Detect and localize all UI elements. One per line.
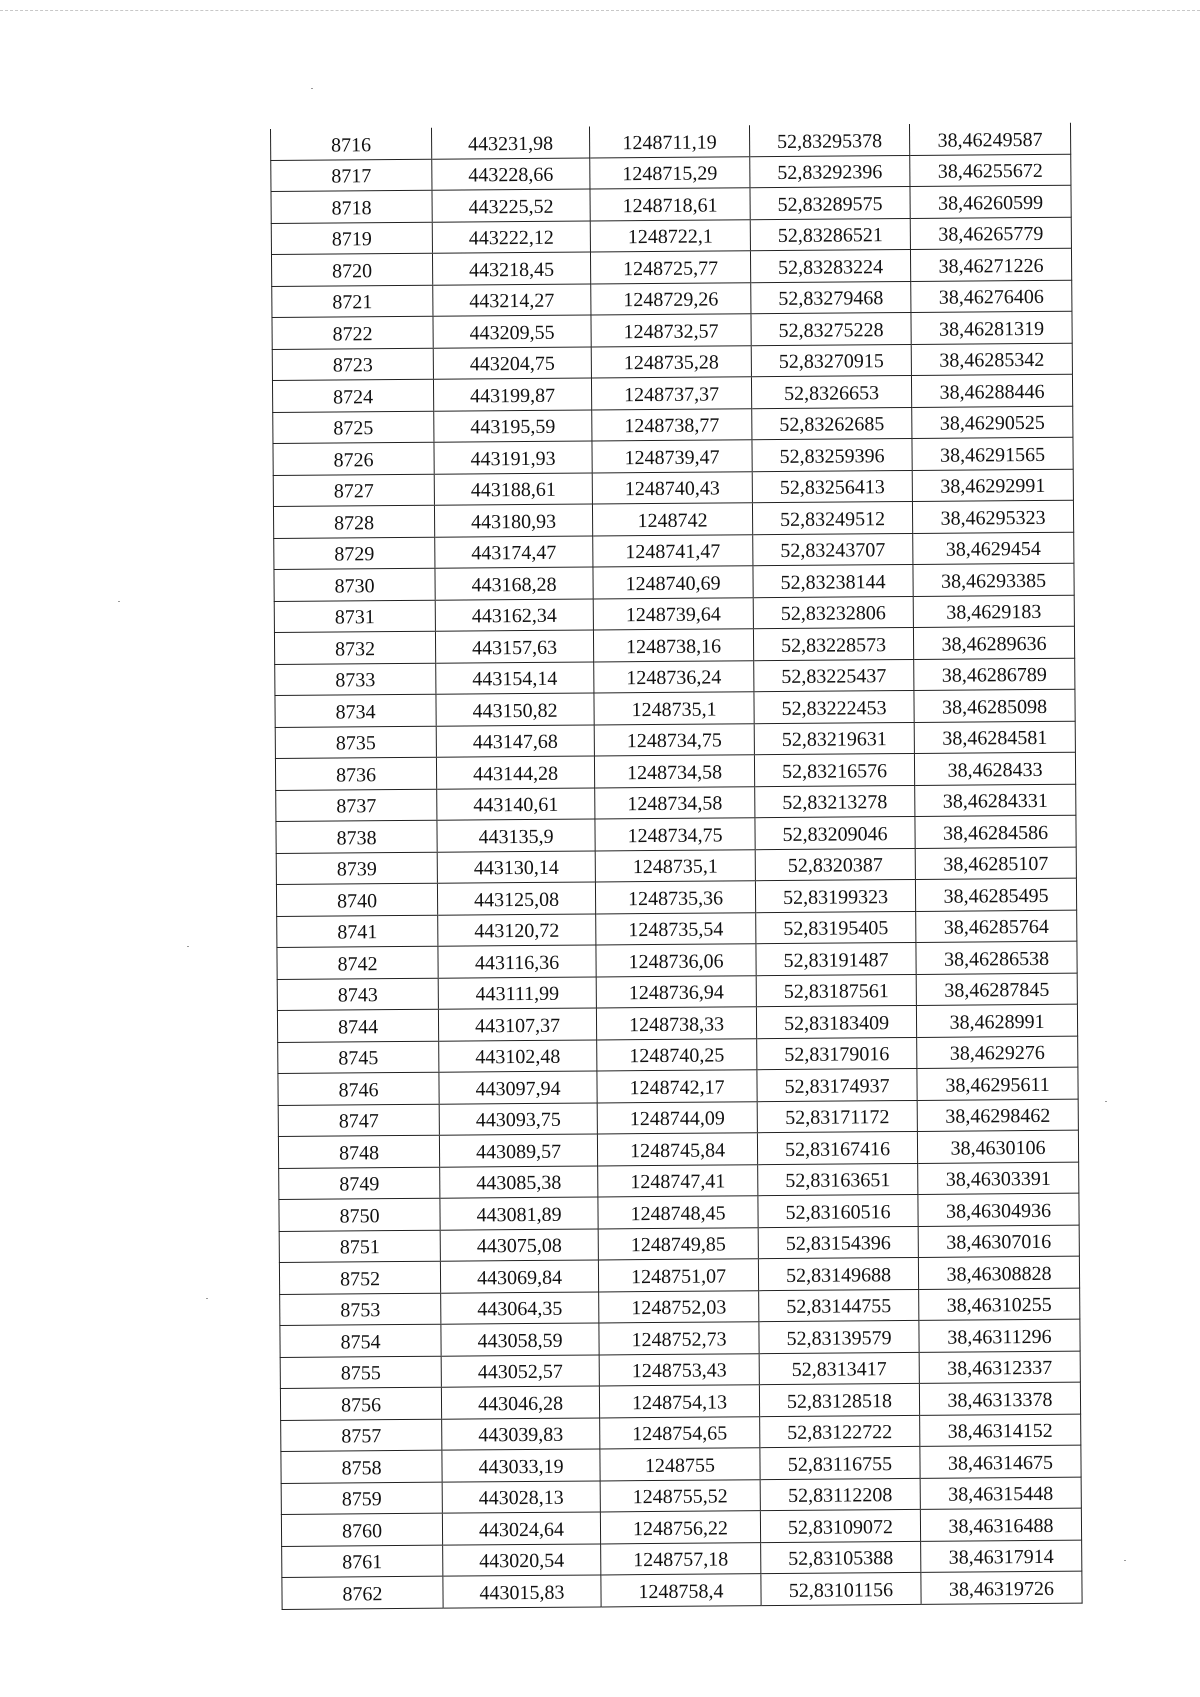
y-coordinate-cell: 1248742 <box>592 503 752 536</box>
longitude-cell: 38,46304936 <box>918 1193 1079 1226</box>
point-number-cell: 8751 <box>279 1230 440 1263</box>
point-number-cell: 8726 <box>273 442 434 475</box>
y-coordinate-cell: 1248735,36 <box>595 881 755 914</box>
x-coordinate-cell: 443020,54 <box>443 1543 601 1576</box>
longitude-cell: 38,4629454 <box>913 532 1074 565</box>
y-coordinate-cell: 1248754,13 <box>599 1385 759 1418</box>
longitude-cell: 38,46290525 <box>912 406 1073 439</box>
latitude-cell: 52,83262685 <box>752 407 912 440</box>
y-coordinate-cell: 1248739,64 <box>593 597 753 630</box>
coordinates-table <box>270 123 1083 1610</box>
latitude-cell: 52,8313417 <box>759 1352 919 1385</box>
latitude-cell: 52,83283224 <box>750 249 910 282</box>
latitude-cell: 52,83122722 <box>760 1415 920 1448</box>
latitude-cell: 52,83243707 <box>753 533 913 566</box>
y-coordinate-cell: 1248757,18 <box>601 1542 761 1575</box>
x-coordinate-cell: 443015,83 <box>443 1575 601 1608</box>
y-coordinate-cell: 1248753,43 <box>599 1353 759 1386</box>
y-coordinate-cell: 1248755,52 <box>600 1479 760 1512</box>
x-coordinate-cell: 443228,66 <box>432 157 590 190</box>
y-coordinate-cell: 1248742,17 <box>597 1070 757 1103</box>
x-coordinate-cell: 443069,84 <box>440 1260 598 1293</box>
y-coordinate-cell: 1248711,19 <box>589 125 749 157</box>
latitude-cell: 52,83219631 <box>754 722 914 755</box>
longitude-cell: 38,46285342 <box>911 343 1072 376</box>
longitude-cell: 38,46314675 <box>920 1445 1081 1478</box>
longitude-cell: 38,46284331 <box>915 784 1076 817</box>
x-coordinate-cell: 443116,36 <box>438 945 596 978</box>
latitude-cell: 52,83171172 <box>757 1100 917 1133</box>
y-coordinate-cell: 1248755 <box>600 1448 760 1481</box>
y-coordinate-cell: 1248745,84 <box>597 1133 757 1166</box>
latitude-cell: 52,83167416 <box>757 1131 917 1164</box>
point-number-cell: 8725 <box>273 411 434 444</box>
longitude-cell: 38,46293385 <box>913 563 1074 596</box>
point-number-cell: 8745 <box>278 1041 439 1074</box>
y-coordinate-cell: 1248734,75 <box>595 818 755 851</box>
x-coordinate-cell: 443107,37 <box>438 1008 596 1041</box>
latitude-cell: 52,8320387 <box>755 848 915 881</box>
y-coordinate-cell: 1248725,77 <box>590 251 750 284</box>
latitude-cell: 52,83209046 <box>755 816 915 849</box>
x-coordinate-cell: 443180,93 <box>434 504 592 537</box>
point-number-cell: 8723 <box>272 348 433 381</box>
latitude-cell: 52,83249512 <box>752 501 912 534</box>
y-coordinate-cell: 1248734,75 <box>594 723 754 756</box>
point-number-cell: 8753 <box>280 1293 441 1326</box>
longitude-cell: 38,46265779 <box>910 217 1071 250</box>
y-coordinate-cell: 1248738,77 <box>592 408 752 441</box>
y-coordinate-cell: 1248758,4 <box>601 1574 761 1607</box>
y-coordinate-cell: 1248740,43 <box>592 471 752 504</box>
latitude-cell: 52,83191487 <box>756 942 916 975</box>
point-number-cell: 8747 <box>278 1104 439 1137</box>
coordinates-table-body <box>270 123 1082 1609</box>
longitude-cell: 38,46312337 <box>919 1351 1080 1384</box>
x-coordinate-cell: 443024,64 <box>442 1512 600 1545</box>
point-number-cell: 8759 <box>281 1482 442 1515</box>
latitude-cell: 52,83105388 <box>761 1541 921 1574</box>
point-number-cell: 8727 <box>273 474 434 507</box>
latitude-cell: 52,83286521 <box>750 218 910 251</box>
scan-speck <box>1105 1101 1107 1102</box>
latitude-cell: 52,83163651 <box>758 1163 918 1196</box>
latitude-cell: 52,83112208 <box>760 1478 920 1511</box>
x-coordinate-cell: 443174,47 <box>435 535 593 568</box>
point-number-cell: 8717 <box>271 159 432 192</box>
x-coordinate-cell: 443039,83 <box>442 1417 600 1450</box>
longitude-cell: 38,46260599 <box>910 185 1071 218</box>
y-coordinate-cell: 1248736,24 <box>594 660 754 693</box>
x-coordinate-cell: 443204,75 <box>433 346 591 379</box>
point-number-cell: 8740 <box>276 883 437 916</box>
longitude-cell: 38,46281319 <box>911 311 1072 344</box>
x-coordinate-cell: 443064,35 <box>441 1291 599 1324</box>
point-number-cell: 8761 <box>282 1545 443 1578</box>
x-coordinate-cell: 443168,28 <box>435 567 593 600</box>
y-coordinate-cell: 1248735,28 <box>591 345 751 378</box>
x-coordinate-cell: 443140,61 <box>437 787 595 820</box>
y-coordinate-cell: 1248734,58 <box>594 755 754 788</box>
longitude-cell: 38,46307016 <box>918 1225 1079 1258</box>
longitude-cell: 38,46285495 <box>915 878 1076 911</box>
point-number-cell: 8720 <box>271 253 432 286</box>
point-number-cell: 8742 <box>277 946 438 979</box>
x-coordinate-cell: 443209,55 <box>433 315 591 348</box>
latitude-cell: 52,83101156 <box>761 1572 921 1605</box>
point-number-cell: 8743 <box>277 978 438 1011</box>
point-number-cell: 8724 <box>272 379 433 412</box>
latitude-cell: 52,83275228 <box>751 312 911 345</box>
point-number-cell: 8746 <box>278 1072 439 1105</box>
point-number-cell: 8735 <box>275 726 436 759</box>
latitude-cell: 52,83228573 <box>753 627 913 660</box>
longitude-cell: 38,46291565 <box>912 437 1073 470</box>
y-coordinate-cell: 1248744,09 <box>597 1101 757 1134</box>
y-coordinate-cell: 1248756,22 <box>600 1511 760 1544</box>
longitude-cell: 38,46317914 <box>921 1540 1082 1573</box>
x-coordinate-cell: 443125,08 <box>437 882 595 915</box>
point-number-cell: 8734 <box>275 694 436 727</box>
point-number-cell: 8750 <box>279 1198 440 1231</box>
x-coordinate-cell: 443195,59 <box>434 409 592 442</box>
point-number-cell: 8756 <box>280 1387 441 1420</box>
longitude-cell: 38,46285107 <box>915 847 1076 880</box>
x-coordinate-cell: 443111,99 <box>438 976 596 1009</box>
latitude-cell: 52,83149688 <box>758 1257 918 1290</box>
y-coordinate-cell: 1248718,61 <box>590 188 750 221</box>
latitude-cell: 52,83116755 <box>760 1446 920 1479</box>
y-coordinate-cell: 1248735,1 <box>595 849 755 882</box>
longitude-cell: 38,46289636 <box>913 626 1074 659</box>
longitude-cell: 38,46316488 <box>920 1508 1081 1541</box>
x-coordinate-cell: 443075,08 <box>440 1228 598 1261</box>
latitude-cell: 52,83216576 <box>754 753 914 786</box>
y-coordinate-cell: 1248735,54 <box>596 912 756 945</box>
x-coordinate-cell: 443093,75 <box>439 1102 597 1135</box>
point-number-cell: 8718 <box>271 190 432 223</box>
x-coordinate-cell: 443089,57 <box>439 1134 597 1167</box>
longitude-cell: 38,46285098 <box>914 689 1075 722</box>
point-number-cell: 8729 <box>274 537 435 570</box>
point-number-cell: 8752 <box>279 1261 440 1294</box>
longitude-cell: 38,46292991 <box>912 469 1073 502</box>
y-coordinate-cell: 1248736,06 <box>596 944 756 977</box>
point-number-cell: 8731 <box>274 600 435 633</box>
longitude-cell: 38,46284581 <box>914 721 1075 754</box>
longitude-cell: 38,46303391 <box>918 1162 1079 1195</box>
y-coordinate-cell: 1248722,1 <box>590 219 750 252</box>
x-coordinate-cell: 443214,27 <box>433 283 591 316</box>
x-coordinate-cell: 443033,19 <box>442 1449 600 1482</box>
point-number-cell: 8732 <box>274 631 435 664</box>
x-coordinate-cell: 443097,94 <box>439 1071 597 1104</box>
x-coordinate-cell: 443102,48 <box>439 1039 597 1072</box>
y-coordinate-cell: 1248752,03 <box>599 1290 759 1323</box>
point-number-cell: 8749 <box>279 1167 440 1200</box>
longitude-cell: 38,46314152 <box>920 1414 1081 1447</box>
y-coordinate-cell: 1248738,33 <box>596 1007 756 1040</box>
y-coordinate-cell: 1248751,07 <box>598 1259 758 1292</box>
longitude-cell: 38,46255672 <box>910 154 1071 187</box>
y-coordinate-cell: 1248736,94 <box>596 975 756 1008</box>
x-coordinate-cell: 443218,45 <box>432 252 590 285</box>
scan-top-edge <box>0 10 1200 11</box>
longitude-cell: 38,46311296 <box>919 1319 1080 1352</box>
latitude-cell: 52,83259396 <box>752 438 912 471</box>
longitude-cell: 38,4630106 <box>917 1130 1078 1163</box>
latitude-cell: 52,83232806 <box>753 596 913 629</box>
point-number-cell: 8758 <box>281 1450 442 1483</box>
longitude-cell: 38,46295611 <box>917 1067 1078 1100</box>
point-number-cell: 8716 <box>270 128 431 160</box>
x-coordinate-cell: 443130,14 <box>437 850 595 883</box>
longitude-cell: 38,46313378 <box>919 1382 1080 1415</box>
y-coordinate-cell: 1248747,41 <box>598 1164 758 1197</box>
longitude-cell: 38,46285764 <box>916 910 1077 943</box>
y-coordinate-cell: 1248729,26 <box>591 282 751 315</box>
latitude-cell: 52,83128518 <box>759 1383 919 1416</box>
point-number-cell: 8755 <box>280 1356 441 1389</box>
point-number-cell: 8762 <box>282 1576 443 1609</box>
y-coordinate-cell: 1248715,29 <box>590 156 750 189</box>
longitude-cell: 38,46308828 <box>918 1256 1079 1289</box>
latitude-cell: 52,83144755 <box>759 1289 919 1322</box>
longitude-cell: 38,46298462 <box>917 1099 1078 1132</box>
x-coordinate-cell: 443058,59 <box>441 1323 599 1356</box>
longitude-cell: 38,46287845 <box>916 973 1077 1006</box>
latitude-cell: 52,83289575 <box>750 186 910 219</box>
x-coordinate-cell: 443222,12 <box>432 220 590 253</box>
y-coordinate-cell: 1248741,47 <box>593 534 753 567</box>
latitude-cell: 52,83199323 <box>755 879 915 912</box>
scan-speck <box>118 601 120 602</box>
longitude-cell: 38,46276406 <box>911 280 1072 313</box>
y-coordinate-cell: 1248734,58 <box>595 786 755 819</box>
y-coordinate-cell: 1248754,65 <box>600 1416 760 1449</box>
x-coordinate-cell: 443225,52 <box>432 189 590 222</box>
longitude-cell: 38,46286789 <box>914 658 1075 691</box>
y-coordinate-cell: 1248738,16 <box>593 629 753 662</box>
x-coordinate-cell: 443085,38 <box>440 1165 598 1198</box>
latitude-cell: 52,83179016 <box>757 1037 917 1070</box>
scan-speck <box>206 1298 208 1299</box>
x-coordinate-cell: 443052,57 <box>441 1354 599 1387</box>
longitude-cell: 38,46295323 <box>912 500 1073 533</box>
latitude-cell: 52,83295378 <box>749 124 909 156</box>
point-number-cell: 8736 <box>275 757 436 790</box>
x-coordinate-cell: 443231,98 <box>431 126 589 158</box>
point-number-cell: 8739 <box>276 852 437 885</box>
point-number-cell: 8748 <box>278 1135 439 1168</box>
x-coordinate-cell: 443162,34 <box>435 598 593 631</box>
latitude-cell: 52,83270915 <box>751 344 911 377</box>
x-coordinate-cell: 443154,14 <box>436 661 594 694</box>
y-coordinate-cell: 1248735,1 <box>594 692 754 725</box>
latitude-cell: 52,83139579 <box>759 1320 919 1353</box>
point-number-cell: 8737 <box>276 789 437 822</box>
y-coordinate-cell: 1248739,47 <box>592 440 752 473</box>
scan-speck <box>1124 1560 1126 1561</box>
point-number-cell: 8728 <box>273 505 434 538</box>
x-coordinate-cell: 443081,89 <box>440 1197 598 1230</box>
longitude-cell: 38,46315448 <box>920 1477 1081 1510</box>
longitude-cell: 38,46319726 <box>921 1571 1082 1604</box>
y-coordinate-cell: 1248748,45 <box>598 1196 758 1229</box>
latitude-cell: 52,83109072 <box>760 1509 920 1542</box>
point-number-cell: 8733 <box>275 663 436 696</box>
latitude-cell: 52,83225437 <box>754 659 914 692</box>
point-number-cell: 8730 <box>274 568 435 601</box>
x-coordinate-cell: 443046,28 <box>441 1386 599 1419</box>
point-number-cell: 8754 <box>280 1324 441 1357</box>
table-row <box>282 1571 1082 1609</box>
point-number-cell: 8722 <box>272 316 433 349</box>
latitude-cell: 52,83292396 <box>750 155 910 188</box>
longitude-cell: 38,46286538 <box>916 941 1077 974</box>
x-coordinate-cell: 443120,72 <box>438 913 596 946</box>
point-number-cell: 8738 <box>276 820 437 853</box>
scan-speck <box>311 88 313 89</box>
latitude-cell: 52,83213278 <box>755 785 915 818</box>
y-coordinate-cell: 1248749,85 <box>598 1227 758 1260</box>
y-coordinate-cell: 1248737,37 <box>591 377 751 410</box>
y-coordinate-cell: 1248732,57 <box>591 314 751 347</box>
longitude-cell: 38,46288446 <box>911 374 1072 407</box>
latitude-cell: 52,83238144 <box>753 564 913 597</box>
scan-speck <box>187 946 189 947</box>
longitude-cell: 38,4628433 <box>914 752 1075 785</box>
x-coordinate-cell: 443150,82 <box>436 693 594 726</box>
x-coordinate-cell: 443147,68 <box>436 724 594 757</box>
longitude-cell: 38,4629276 <box>917 1036 1078 1069</box>
x-coordinate-cell: 443188,61 <box>434 472 592 505</box>
latitude-cell: 52,83183409 <box>756 1005 916 1038</box>
y-coordinate-cell: 1248740,25 <box>597 1038 757 1071</box>
y-coordinate-cell: 1248752,73 <box>599 1322 759 1355</box>
x-coordinate-cell: 443028,13 <box>442 1480 600 1513</box>
x-coordinate-cell: 443157,63 <box>435 630 593 663</box>
latitude-cell: 52,8326653 <box>751 375 911 408</box>
x-coordinate-cell: 443135,9 <box>437 819 595 852</box>
point-number-cell: 8757 <box>281 1419 442 1452</box>
latitude-cell: 52,83187561 <box>756 974 916 1007</box>
longitude-cell: 38,4629183 <box>913 595 1074 628</box>
latitude-cell: 52,83160516 <box>758 1194 918 1227</box>
longitude-cell: 38,46249587 <box>909 123 1070 155</box>
latitude-cell: 52,83256413 <box>752 470 912 503</box>
x-coordinate-cell: 443144,28 <box>436 756 594 789</box>
point-number-cell: 8741 <box>277 915 438 948</box>
point-number-cell: 8760 <box>281 1513 442 1546</box>
latitude-cell: 52,83222453 <box>754 690 914 723</box>
point-number-cell: 8744 <box>277 1009 438 1042</box>
y-coordinate-cell: 1248740,69 <box>593 566 753 599</box>
x-coordinate-cell: 443191,93 <box>434 441 592 474</box>
x-coordinate-cell: 443199,87 <box>433 378 591 411</box>
latitude-cell: 52,83154396 <box>758 1226 918 1259</box>
longitude-cell: 38,46310255 <box>919 1288 1080 1321</box>
latitude-cell: 52,83195405 <box>756 911 916 944</box>
point-number-cell: 8721 <box>272 285 433 318</box>
latitude-cell: 52,83279468 <box>751 281 911 314</box>
point-number-cell: 8719 <box>271 222 432 255</box>
longitude-cell: 38,46284586 <box>915 815 1076 848</box>
longitude-cell: 38,46271226 <box>910 248 1071 281</box>
latitude-cell: 52,83174937 <box>757 1068 917 1101</box>
longitude-cell: 38,4628991 <box>916 1004 1077 1037</box>
